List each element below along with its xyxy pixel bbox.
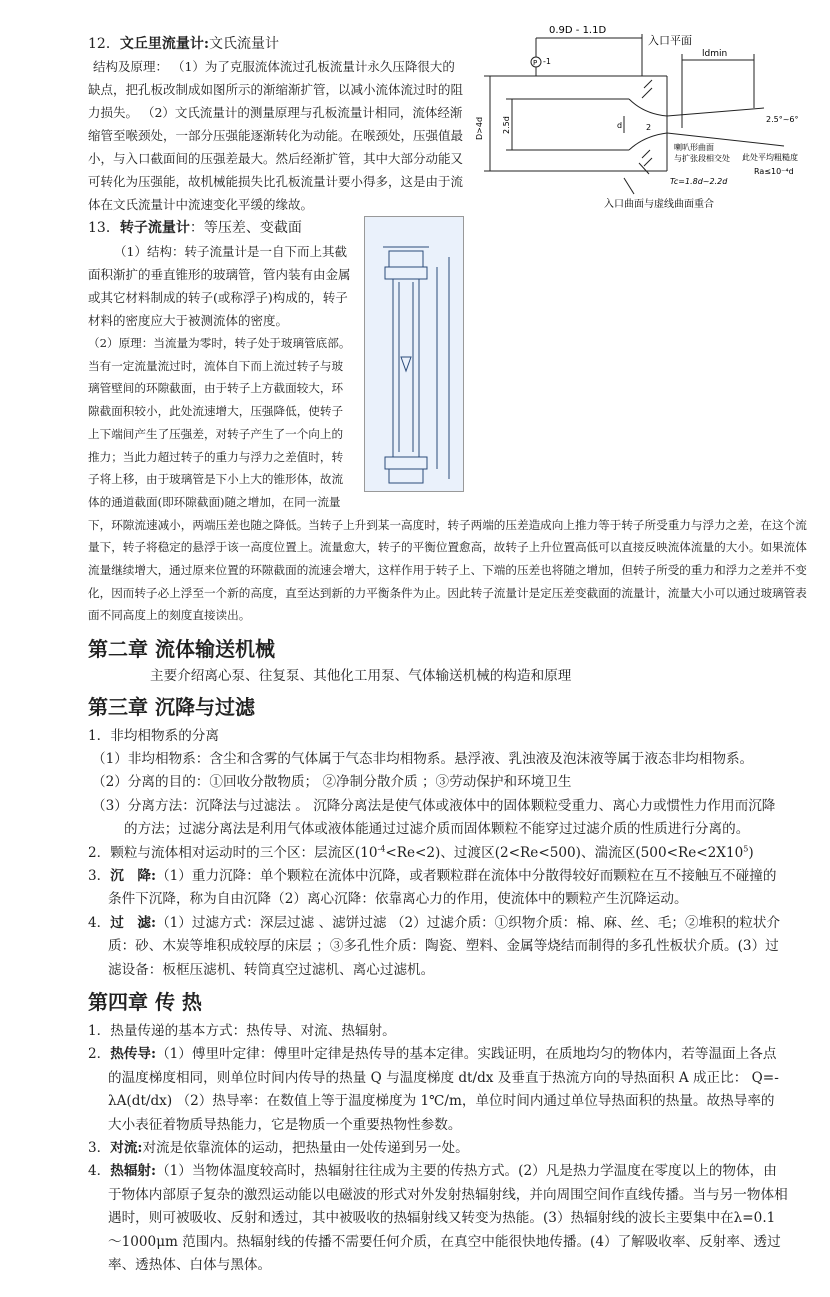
bell-label: 喇叭形曲面: [674, 143, 714, 152]
dim-top-label: 0.9D - 1.1D: [549, 25, 607, 36]
d25-label: 2.5d: [502, 116, 511, 134]
ch3-item-1c: （3）分离方法：沉降法与过滤法 。 沉降分离法是使气体或液体中的固体颗粒受重力、离心力或惯性力作用而沉降的方法；过滤分离法是利用气体或液体能通过过滤介质而固体颗粒不能穿过过滤介质的性质进行分离的。: [92, 797, 776, 838]
curve-2-label: 2: [646, 123, 652, 132]
pressure-tap-label: P: [533, 59, 538, 67]
section-subtitle: ：等压差、变截面: [189, 220, 302, 236]
item-lead: 热辐射:: [110, 1163, 157, 1180]
d-gt-label: D>4d: [475, 116, 484, 140]
tc-label: Tc=1.8d~2.2d: [670, 177, 728, 186]
item-lead: 对流:: [110, 1140, 143, 1157]
rotameter-diagram: [364, 216, 464, 492]
section-13: [88, 216, 810, 627]
ch4-item-1: 1．热量传递的基本方式：热传导、对流、热辐射。: [88, 1023, 396, 1040]
ch3-item-1a: （1）非均相物系：含尘和含雾的气体属于气态非均相物系。悬浮液、乳浊液及泡沫液等属于液态非均相物系。: [92, 750, 754, 767]
item-number: 3．: [88, 1140, 111, 1157]
ch4-item-3: [88, 1137, 788, 1160]
chapter-4-body: [88, 1020, 788, 1277]
pressure-tap-number: -1: [543, 57, 551, 66]
item-number: 2．: [88, 1046, 111, 1063]
d-label: d: [617, 121, 623, 130]
section-title: 文丘里流量计:: [119, 36, 209, 52]
exponent: 5: [743, 844, 749, 854]
text: <Re<2)、过渡区(2<Re<500)、湍流区(500<Re<2X10: [385, 844, 744, 861]
item-number: 4．: [88, 914, 111, 931]
inlet-curve-label: 入口曲面与虚线曲面重合: [604, 199, 714, 210]
section-subtitle: 文氏流量计: [209, 36, 279, 52]
chapter-4-title: 第四章 传 热: [88, 990, 202, 1015]
section-number: 12．: [88, 36, 120, 52]
venturi-meter-diagram: [474, 8, 810, 213]
section-12-body: 结构及原理： （1）为了克服流体流过孔板流量计永久压降很大的缺点，把孔板改制成如图所示的渐缩渐扩管，以减小流体流过时的阻力损失。 （2）文氏流量计的测量原理与孔板流量计相同，流体经渐缩管至喉颈处，一部分压强能逐渐转化为动能。在喉颈处，压强值最小，与入口截面间的压强差最大。然后经渐扩管，其中大部分动能又可转化为压强能，故机械能损失比孔板流量计要小得多，这是由于流体在文氏流量计中流速变化平缓的缘故。: [88, 59, 464, 212]
ldmin-label: ldmin: [702, 49, 728, 59]
chapter-2-description: 主要介绍离心泵、往复泵、其他化工用泵、气体输送机械的构造和原理: [150, 668, 572, 685]
bell-label-2: 与扩张段相交处: [674, 154, 730, 163]
item-lead: 过 滤:: [110, 914, 157, 931]
section-12: [88, 25, 810, 216]
item-text: 对流是依靠流体的运动，把热量由一处传递到另一处。: [142, 1140, 469, 1157]
item-lead: 沉 降:: [110, 867, 157, 884]
item-number: 3．: [88, 867, 111, 884]
ch3-item-1b: （2）分离的目的：①回收分散物质； ②净制分散介质 ；③劳动保护和环境卫生: [92, 774, 572, 791]
chapter-2-title: 第二章 流体输送机械: [88, 637, 275, 662]
roughness-label: 此处平均粗糙度: [742, 153, 798, 162]
ch3-item-4: [88, 912, 788, 982]
ch4-item-4: [88, 1160, 788, 1277]
item-lead: 热传导:: [110, 1046, 157, 1063]
item-number: 4．: [88, 1163, 111, 1180]
rotameter-structure: （1）结构：转子流量计是一自下而上其截面积渐扩的垂直锥形的玻璃管，管内装有由金属或其它材料制成的转子(或称浮子)构成的，转子材料的密度应大于被测流体的密度。: [88, 244, 351, 328]
rotameter-drawing: [365, 217, 463, 491]
rotameter-principle: （2）原理：当流量为零时，转子处于玻璃管底部。当有一定流量流过时，流体自下而上流过转子与玻璃管壁间的环隙截面，由于转子上方截面较大，环隙截面积较小，此处流速增大，压强降低，使转子上下端间产生了压强差，对转子产生了一个向上的推力；当此力超过转子的重力与浮力之差值时，转子将上移，由于玻璃管是下小上大的锥形体，故流体的通道截面(即环隙截面)随之增加，在同一流量下，环隙流速减小，两端压差也随之降低。当转子上升到某一高度时，转子两端的压差造成向上推力等于转子所受重力与浮力之差，在这个流量下，转子将稳定的悬浮于该一高度位置上。流量愈大，转子的平衡位置愈高，故转子上升位置高低可以直接反映流体流量的大小。如果流体流量继续增大，通过原来位置的环隙截面的流速会增大，这样作用于转子上、下端的压差也将随之增加，但转子所受的重力和浮力之差并不变化，因而转子必上浮至一个新的高度，直至达到新的力平衡条件为止。因此转子流量计是定压差变截面的流量计，流量大小可以通过玻璃管表面不同高度上的刻度直接读出。: [88, 336, 807, 623]
angle-label: 2.5°~6°: [766, 115, 799, 124]
item-text: （1）傅里叶定律：傅里叶定律是热传导的基本定律。实践证明，在质地均匀的物体内，若等温面上各点的温度梯度相同，则单位时间内传导的热量 Q 与温度梯度 dt/dx 及垂直于热流方向的导热面积 A 成正比： Q=-λA(dt/dx) （2）热导率：在数值上等于温度梯度为 1℃/m，单位时间内通过单位导热面积的热量。故热导率的大小表征着物质导热能力，它是物质一个重要热物性参数。: [108, 1046, 779, 1133]
ch3-item-3: [88, 865, 788, 912]
chapter-3-title: 第三章 沉降与过滤: [88, 694, 255, 719]
section-title: 转子流量计: [119, 220, 190, 236]
ch3-item-1: 1．非均相物系的分离: [88, 727, 219, 744]
ra-label: Ra≤10⁻⁴d: [754, 167, 794, 176]
section-number: 13．: [88, 220, 120, 236]
text: ): [748, 844, 754, 861]
exponent: -4: [377, 844, 386, 854]
item-text: （1）重力沉降：单个颗粒在流体中沉降，或者颗粒群在流体中分散得较好而颗粒在互不接触互不碰撞的条件下沉降，称为自由沉降（2）离心沉降：依靠离心力的作用，使流体中的颗粒产生沉降运动。: [108, 867, 777, 908]
chapter-3-body: [88, 725, 788, 982]
ch4-item-2: [88, 1043, 788, 1137]
item-text: （1）当物体温度较高时，热辐射往往成为主要的传热方式。(2）凡是热力学温度在零度以上的物体，由于物体内部原子复杂的激烈运动能以电磁波的形式对外发射热辐射线，并向周围空间作直线传播。当与另一物体相遇时，则可被吸收、反射和透过，其中被吸收的热辐射线又转变为热能。(3）热辐射线的波长主要集中在λ=0.1～1000μm 范围内。热辐射线的传播不需要任何介质，在真空中能很快地传播。(4）了解吸收率、反射率、透过率、透热体、白体与黑体。: [108, 1163, 788, 1274]
text: 2．颗粒与流体相对运动时的三个区：层流区(10: [88, 844, 378, 861]
inlet-plane-label: 入口平面: [648, 34, 692, 47]
ch3-item-2: [88, 842, 788, 865]
item-text: （1）过滤方式：深层过滤 、滤饼过滤 （2）过滤介质：①织物介质：棉、麻、丝、毛；②堆积的粒状介质：砂、木炭等堆积成较厚的床层 ；③多孔性介质：陶瓷、塑料、金属等烧结而制得的多孔性板状介质。(3）过滤设备：板框压滤机、转筒真空过滤机、离心过滤机。: [108, 914, 781, 978]
